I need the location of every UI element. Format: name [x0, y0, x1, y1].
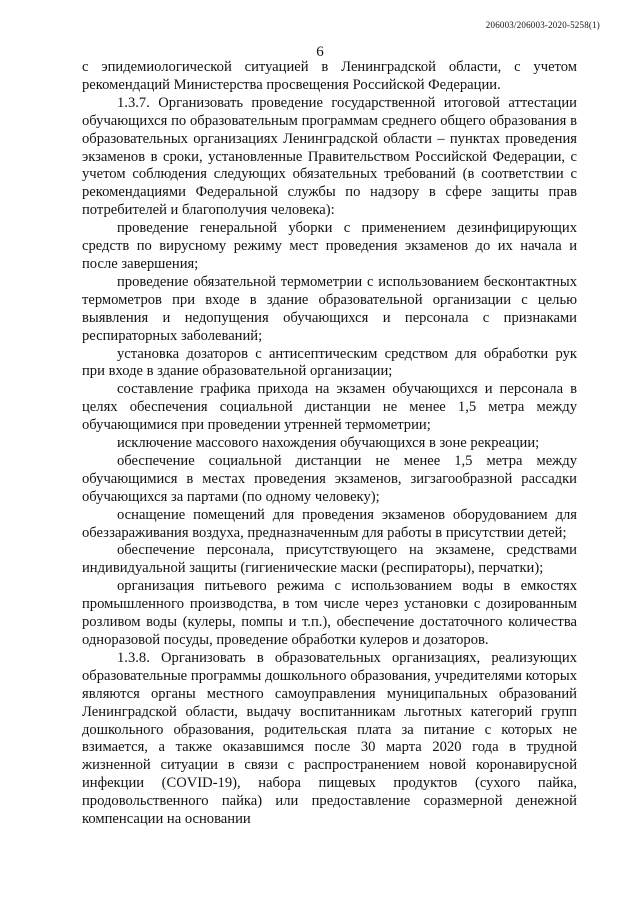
requirement-drinking: организация питьевого режима с использованием воды в емкостях промышленного производства, в том числе через установки с дозированным розливом воды (кулеры, помпы и т.п.), обеспечение достаточного количества одноразовой посуды, проведение обработки кулеров и дозаторов. — [82, 578, 577, 648]
requirement-schedule: составление графика прихода на экзамен обучающихся и персонала в целях обеспечения социальной дистанции не менее 1,5 метра между обучающимися при проведении утренней термометрии; — [82, 381, 577, 434]
requirement-thermometry: проведение обязательной термометрии с использованием бесконтактных термометров при входе в здание образовательной организации с целью выявления и недопущения обучающихся и персонала с признаками респираторных заболеваний; — [82, 273, 577, 344]
requirement-ppe: обеспечение персонала, присутствующего на экзамене, средствами индивидуальной защиты (гигиенические маски (респираторы), перчатки); — [82, 542, 577, 577]
requirement-air-disinfection: оснащение помещений для проведения экзаменов оборудованием для обеззараживания воздуха, предназначенным для работы в присутствии детей; — [82, 506, 577, 541]
requirement-recreation: исключение массового нахождения обучающихся в зоне рекреации; — [117, 435, 540, 452]
document-body — [82, 59, 577, 829]
page-number: 6 — [316, 44, 324, 60]
paragraph-continuation: с эпидемиологической ситуацией в Ленинградской области, с учетом рекомендаций Министерства просвещения Российской Федерации. — [82, 59, 577, 93]
document-id: 206003/206003-2020-5258(1) — [485, 20, 600, 30]
requirement-cleaning: проведение генеральной уборки с применением дезинфицирующих средств по вирусному режиму мест проведения экзаменов до их начала и после завершения; — [82, 220, 577, 272]
requirement-dispensers: установка дозаторов с антисептическим средством для обработки рук при входе в здание образовательной организации; — [82, 345, 577, 380]
paragraph-1-3-7: 1.3.7. Организовать проведение государственной итоговой аттестации обучающихся по образовательным программам среднего общего образования в образовательных организациях Ленинградской области – пунктах проведения экзаменов в сроки, установленные Правительством Российской Федерации, с учетом соблюдения следующих обязательных требований (в соответствии с рекомендациями Федеральной службы по надзору в сфере защиты прав потребителей и благополучия человека): — [82, 94, 577, 219]
paragraph-1-3-8: 1.3.8. Организовать в образовательных организациях, реализующих образовательные программы дошкольного образования, учредителями которых являются органы местного самоуправления муниципальных образований Ленинградской области, выдачу воспитанникам льготных категорий групп дошкольного образования, родительская плата за питание с которых не взимается, а также оказавшимся после 30 марта 2020 года в трудной жизненной ситуации в связи с распространением новой коронавирусной инфекции (COVID-19), набора пищевых продуктов (сухого пайка, продовольственного пайка) или предоставление соразмерной денежной компенсации на основании — [82, 649, 577, 828]
requirement-distance: обеспечение социальной дистанции не менее 1,5 метра между обучающимися в местах проведения экзаменов, зигзагообразной рассадки обучающихся за партами (по одному человеку); — [82, 452, 577, 505]
